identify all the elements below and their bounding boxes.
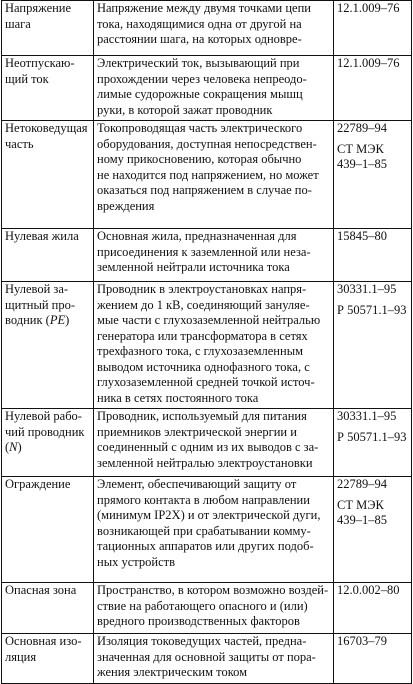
- terms-table: [1, 0, 412, 684]
- table-row: [2, 121, 412, 229]
- term-cell: Ограждение: [2, 477, 94, 583]
- table-row: [2, 282, 412, 409]
- table-row: [2, 229, 412, 282]
- standard-cell: 15845–80: [334, 229, 412, 282]
- term-cell: Неотпускаю- щий ток: [2, 56, 94, 121]
- standard-cell: 12.1.009–76: [334, 1, 412, 56]
- table-row: [2, 477, 412, 583]
- definition-cell: Элемент, обеспечивающий защиту от прямого контакта в любом направлении (минимум IP2X) и от электрической дуги, возникающей при срабатывании комму- тационных аппаратов или других подоб- ных устройств: [94, 477, 334, 583]
- term-cell: Основная изо- ляция: [2, 634, 94, 684]
- table-row: [2, 1, 412, 56]
- definition-cell: Проводник в электроустановках напря- жением до 1 кВ, соединяющий зануляе- мые части с глухозаземленной нейтралью генератора или трансформатора в сетях трехфазного тока, с глухозаземленным выводом источника однофазного тока, с глухозаземленной средней точкой источ- ника в сетях постоянного тока: [94, 282, 334, 409]
- standard-cell: 16703–79: [334, 634, 412, 684]
- standard-cell: 30331.1–95 Р 50571.1–93: [334, 282, 412, 409]
- definition-cell: Проводник, используемый для питания приемников электрической энергии и соединенный с одним из их выводов с за- земленной нейтралью электроустановки: [94, 409, 334, 477]
- term-cell: Нетоковедущая часть: [2, 121, 94, 229]
- table-row: [2, 56, 412, 121]
- standard-cell: 30331.1–95 Р 50571.1–93: [334, 409, 412, 477]
- standard-cell: 12.0.002–80: [334, 583, 412, 634]
- definition-cell: Изоляция токоведущих частей, предна- значенная для основной защиты от пора- жения электрическим током: [94, 634, 334, 684]
- standard-cell: 22789–94 СТ МЭК 439–1–85: [334, 121, 412, 229]
- standard-cell: 12.1.009–76: [334, 56, 412, 121]
- definition-cell: Токопроводящая часть электрического оборудования, доступная непосредствен- ному прикосновению, которая обычно не находится под напряжением, но может оказаться под напряжением в случае по- вреждения: [94, 121, 334, 229]
- term-cell: Нулевой рабо- чий проводник (N): [2, 409, 94, 477]
- term-cell: Напряжение шага: [2, 1, 94, 56]
- definition-cell: Электрический ток, вызывающий при прохождении через человека непреодо- лимые судорожные сокращения мышц руки, в которой зажат проводник: [94, 56, 334, 121]
- definition-cell: Основная жила, предназначенная для присоединения к заземленной или неза- земленной нейтрали источника тока: [94, 229, 334, 282]
- table-row: [2, 583, 412, 634]
- term-cell: Нулевая жила: [2, 229, 94, 282]
- definition-cell: Напряжение между двумя точками цепи тока, находящимися одна от другой на расстоянии шага, на которых одновре-: [94, 1, 334, 56]
- term-cell: Нулевой за- щитный про- водник (PE): [2, 282, 94, 409]
- term-cell: Опасная зона: [2, 583, 94, 634]
- table-row: [2, 409, 412, 477]
- standard-cell: 22789–94 СТ МЭК 439–1–85: [334, 477, 412, 583]
- table-row: [2, 634, 412, 684]
- definition-cell: Пространство, в котором возможно воздей- ствие на работающего опасного и (или) вредного производственных факторов: [94, 583, 334, 634]
